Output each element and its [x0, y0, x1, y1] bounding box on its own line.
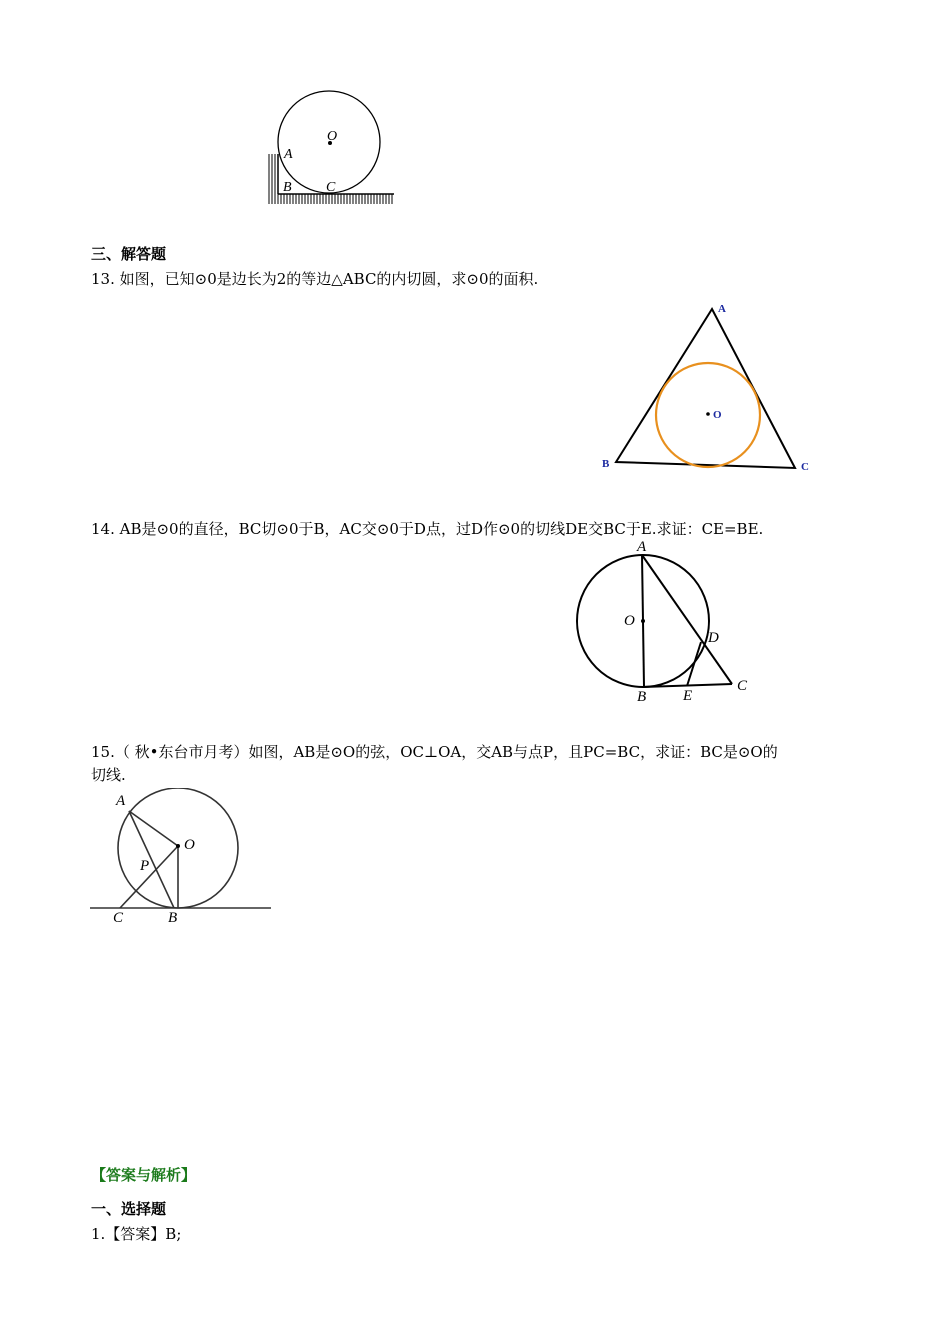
- tangent-de: [687, 642, 701, 686]
- answer-item-1: 1.【答案】B;: [91, 1225, 182, 1243]
- line-ac: [642, 555, 732, 684]
- label-B: B: [283, 180, 292, 195]
- label-E: E: [683, 688, 693, 704]
- figure-q14: [570, 535, 760, 705]
- label-A: A: [284, 147, 293, 162]
- figure-q13: [596, 298, 816, 476]
- label-B: B: [602, 458, 610, 470]
- label-C: C: [326, 180, 336, 195]
- answers-section-1: 一、选择题: [91, 1200, 167, 1218]
- label-O: O: [624, 613, 635, 629]
- figure-q15: [86, 788, 276, 928]
- center-dot: [641, 619, 645, 623]
- center-dot: [176, 844, 180, 848]
- answers-heading: 【答案与解析】: [91, 1166, 197, 1184]
- label-O: O: [184, 837, 195, 853]
- chord-ab: [129, 811, 174, 908]
- section-heading-3: 三、解答题: [91, 245, 167, 263]
- triangle-abc: [616, 309, 795, 468]
- incenter-dot: [706, 412, 710, 416]
- label-D: D: [708, 630, 719, 646]
- ground-hatch: [268, 194, 394, 204]
- label-A: A: [637, 539, 647, 555]
- label-B: B: [168, 910, 178, 926]
- figure-q12: [262, 86, 402, 211]
- question-14-text: 14. AB是⊙0的直径，BC切⊙0于B，AC交⊙0于D点，过D作⊙0的切线DE交BC于E.求证：CE=BE.: [91, 520, 764, 538]
- question-15-line1: 15.（ 秋•东台市月考）如图，AB是⊙O的弦，OC⊥OA，交AB与点P，且PC=BC，求证：BC是⊙O的: [91, 743, 778, 761]
- label-C: C: [737, 678, 748, 694]
- label-A: A: [718, 303, 726, 315]
- question-15-line2: 切线.: [91, 766, 126, 784]
- label-B: B: [637, 689, 647, 705]
- question-13-text: 13. 如图，已知⊙0是边长为2的等边△ABC的内切圆，求⊙0的面积.: [91, 270, 539, 288]
- label-O: O: [327, 129, 338, 144]
- label-C: C: [113, 910, 124, 926]
- label-P: P: [140, 858, 150, 874]
- label-O: O: [713, 409, 722, 421]
- label-A: A: [116, 793, 126, 809]
- label-C: C: [801, 461, 809, 473]
